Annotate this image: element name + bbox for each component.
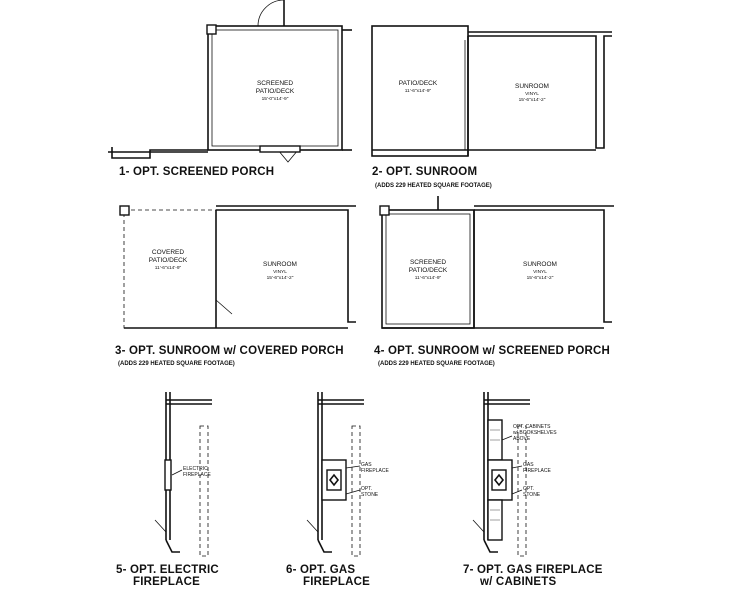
note-text: STONE: [361, 492, 379, 498]
wall-end: [318, 540, 332, 552]
wall-end: [166, 540, 180, 552]
room-name: PATIO/DECK: [148, 257, 188, 264]
note-text: OPT.: [361, 486, 373, 492]
room-name: SUNROOM: [523, 261, 557, 268]
leader: [346, 490, 360, 494]
plan-5-electric-fireplace: [116, 392, 219, 588]
plan-caption: FIREPLACE: [133, 576, 200, 588]
plan-3-sunroom-covered-porch: [115, 206, 356, 367]
door-swing: [473, 520, 484, 532]
room-dims: 15'-6"x14'-2": [526, 276, 554, 281]
note-text: FIREPLACE: [523, 468, 551, 474]
room-name: PATIO/DECK: [398, 80, 438, 87]
wall-end: [484, 540, 498, 552]
note-text: GAS: [523, 462, 534, 468]
plan-caption: FIREPLACE: [303, 576, 370, 588]
room-dims: 11'-6"x14'-9": [154, 266, 182, 271]
note-text: ABOVE: [513, 436, 531, 442]
corner-post: [207, 25, 216, 34]
note-text: OPT. CABINETS: [513, 424, 551, 430]
leader: [512, 490, 522, 494]
plan-caption: 3- OPT. SUNROOM w/ COVERED PORCH: [115, 345, 344, 357]
plan-caption: 1- OPT. SCREENED PORCH: [119, 166, 275, 178]
room-name: SCREENED: [409, 259, 447, 266]
corner-post: [380, 206, 389, 215]
plan-4-sunroom-screened-porch: [374, 196, 614, 367]
plan-subcaption: (ADDS 229 HEATED SQUARE FOOTAGE): [118, 361, 235, 367]
note-text: STONE: [523, 492, 541, 498]
leader: [346, 466, 360, 468]
electric-fireplace: [165, 460, 171, 490]
room-name: SCREENED: [256, 80, 294, 87]
room-dims: 11'-6"x14'-9": [404, 89, 432, 94]
room-material: VINYL: [273, 270, 287, 275]
plan-caption: 7- OPT. GAS FIREPLACE: [463, 564, 603, 576]
room-material: VINYL: [525, 92, 539, 97]
room-dims: 11'-6"x14'-9": [414, 276, 442, 281]
plan-caption: 6- OPT. GAS: [286, 564, 356, 576]
door-swing: [155, 520, 166, 532]
plan-7-gas-fireplace-cabinets: [463, 392, 603, 588]
leader: [172, 470, 182, 475]
plan-2-sunroom: [372, 26, 612, 189]
door-threshold: [260, 146, 300, 152]
plan-caption: 2- OPT. SUNROOM: [372, 166, 478, 178]
room-name: SUNROOM: [515, 83, 549, 90]
room-dims: 15'-6"x14'-2": [266, 276, 294, 281]
door-swing: [258, 0, 284, 26]
note-text: GAS: [361, 462, 372, 468]
room-material: VINYL: [533, 270, 547, 275]
door-swing: [216, 300, 232, 314]
plan-subcaption: (ADDS 229 HEATED SQUARE FOOTAGE): [375, 183, 492, 189]
plan-caption: 4- OPT. SUNROOM w/ SCREENED PORCH: [374, 345, 610, 357]
room-name: SUNROOM: [263, 261, 297, 268]
room-name: COVERED: [151, 249, 185, 256]
note-text: FIREPLACE: [361, 468, 389, 474]
corner-post: [120, 206, 129, 215]
room-name: PATIO/DECK: [255, 88, 295, 95]
plan-caption: w/ CABINETS: [480, 576, 557, 588]
leader: [502, 436, 512, 440]
plan-1-screened-porch: [108, 0, 352, 178]
room-name: PATIO/DECK: [408, 267, 448, 274]
note-text: OPT.: [523, 486, 535, 492]
room-dims: 15'-0"x14'-9": [261, 97, 289, 102]
plan-caption: 5- OPT. ELECTRIC: [116, 564, 219, 576]
sunroom-wall: [468, 36, 612, 148]
note-text: w/ BOOKSHELVES: [513, 430, 557, 436]
plan-6-gas-fireplace: [286, 392, 389, 588]
note-text: ELECTRIC: [183, 466, 208, 472]
plan-subcaption: (ADDS 229 HEATED SQUARE FOOTAGE): [378, 361, 495, 367]
dashed-outline: [200, 426, 208, 556]
door-swing: [307, 520, 318, 532]
leader: [512, 466, 522, 468]
room-dims: 15'-6"x14'-2": [518, 98, 546, 103]
note-text: FIREPLACE: [183, 472, 211, 478]
